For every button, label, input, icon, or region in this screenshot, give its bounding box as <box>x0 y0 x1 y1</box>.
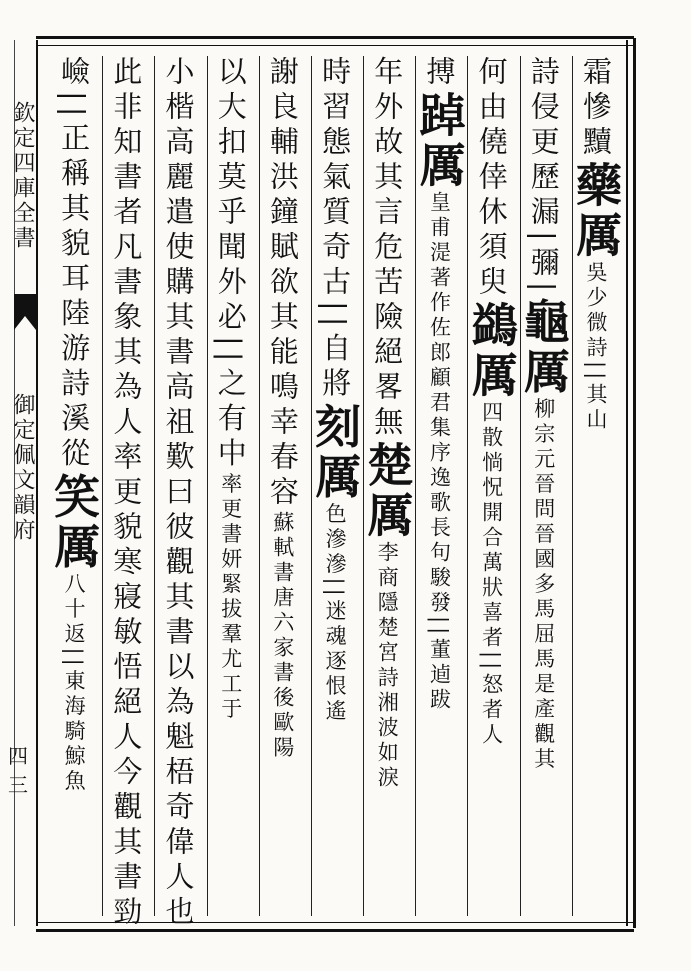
right-border <box>626 40 628 926</box>
annotation-text: 皇甫湜著作佐郎顧君集序逸歌長句駿發||董逌跋 <box>427 191 452 714</box>
text-column <box>464 56 519 916</box>
head-character: 楚 <box>360 441 415 491</box>
head-character: 厲 <box>516 347 571 398</box>
head-character: 踔 <box>412 91 467 141</box>
annotation-text: 吳少微詩||其山 <box>583 261 608 434</box>
text-columns <box>47 56 624 931</box>
head-character: 厲 <box>308 452 363 503</box>
annotation-text: 柳宗元晉問晉國多馬屈馬是產觀其 <box>531 397 556 773</box>
fish-tail-mark <box>14 294 36 330</box>
body-text: 霜慘黷 <box>578 56 613 161</box>
body-text: 此非知書者凡書象其為人率更貌寒寢敏悟絕人今觀其書勁 <box>109 56 144 931</box>
annotation-text: 色滲滲||迷魂逐恨遙 <box>323 502 348 725</box>
body-text: 謝良輔洪鐘賦欲其能鳴幸春容 <box>265 56 300 511</box>
column-rule <box>207 56 208 916</box>
margin-title-lower: 御定佩文韻府 <box>10 393 35 543</box>
annotation-text: 率更書妍緊拔羣尤工于 <box>218 472 243 723</box>
text-column <box>412 56 467 916</box>
text-column <box>259 56 311 916</box>
column-rule <box>259 56 260 916</box>
text-column <box>47 56 102 916</box>
text-column <box>154 56 206 931</box>
annotation-text: 八十返||東海騎鯨魚 <box>62 572 87 795</box>
top-border <box>36 36 634 46</box>
head-character: 鷁 <box>464 301 519 351</box>
head-character: 厲 <box>47 522 102 573</box>
folio-number: 四三 <box>8 744 28 797</box>
head-character: 龜 <box>516 297 571 348</box>
head-character: 藥 <box>568 161 623 211</box>
body-text: 年外故其言危苦險絕畧無 <box>370 56 405 441</box>
column-rule <box>363 56 364 916</box>
text-column <box>360 56 415 916</box>
body-text: 時習態氣質奇古||自將 <box>318 56 353 403</box>
body-text: 搏 <box>422 56 457 91</box>
head-character: 厲 <box>568 211 623 261</box>
head-character: 笑 <box>47 472 102 523</box>
text-column <box>207 56 259 916</box>
annotation-text: 李商隱楚宮詩湘波如淚 <box>375 541 400 791</box>
column-rule <box>520 56 521 916</box>
column-rule <box>102 56 103 916</box>
column-rule <box>154 56 155 916</box>
body-text: 何由僥倖休須臾 <box>474 56 509 301</box>
head-character: 刻 <box>308 402 363 453</box>
column-rule <box>415 56 416 916</box>
body-text: 小楷高麗遣使購其書高祖歎曰彼觀其書以為魁梧奇偉人也 <box>161 56 196 931</box>
column-rule <box>467 56 468 916</box>
margin-title-upper: 欽定四庫全書 <box>10 101 35 251</box>
column-rule <box>311 56 312 916</box>
head-character: 厲 <box>412 141 467 191</box>
column-rule <box>572 56 573 916</box>
body-text: 嶮||正稱其貌耳陸游詩溪從 <box>57 56 92 473</box>
annotation-text: 蘇軾書唐六家書後歐陽 <box>270 511 295 761</box>
head-character: 厲 <box>464 351 519 401</box>
annotation-text: 四散惝怳開合萬狀喜者||怒者人 <box>479 401 504 749</box>
body-text: 詩侵更歷漏|彌| <box>526 56 561 298</box>
margin-divider <box>36 40 38 926</box>
head-character: 厲 <box>360 491 415 541</box>
text-column <box>102 56 154 931</box>
right-border-outer <box>633 38 636 928</box>
text-column <box>308 56 363 916</box>
body-text: 以大扣莫乎聞外必||之有中 <box>213 56 248 473</box>
text-column <box>568 56 624 916</box>
text-column <box>516 56 572 916</box>
